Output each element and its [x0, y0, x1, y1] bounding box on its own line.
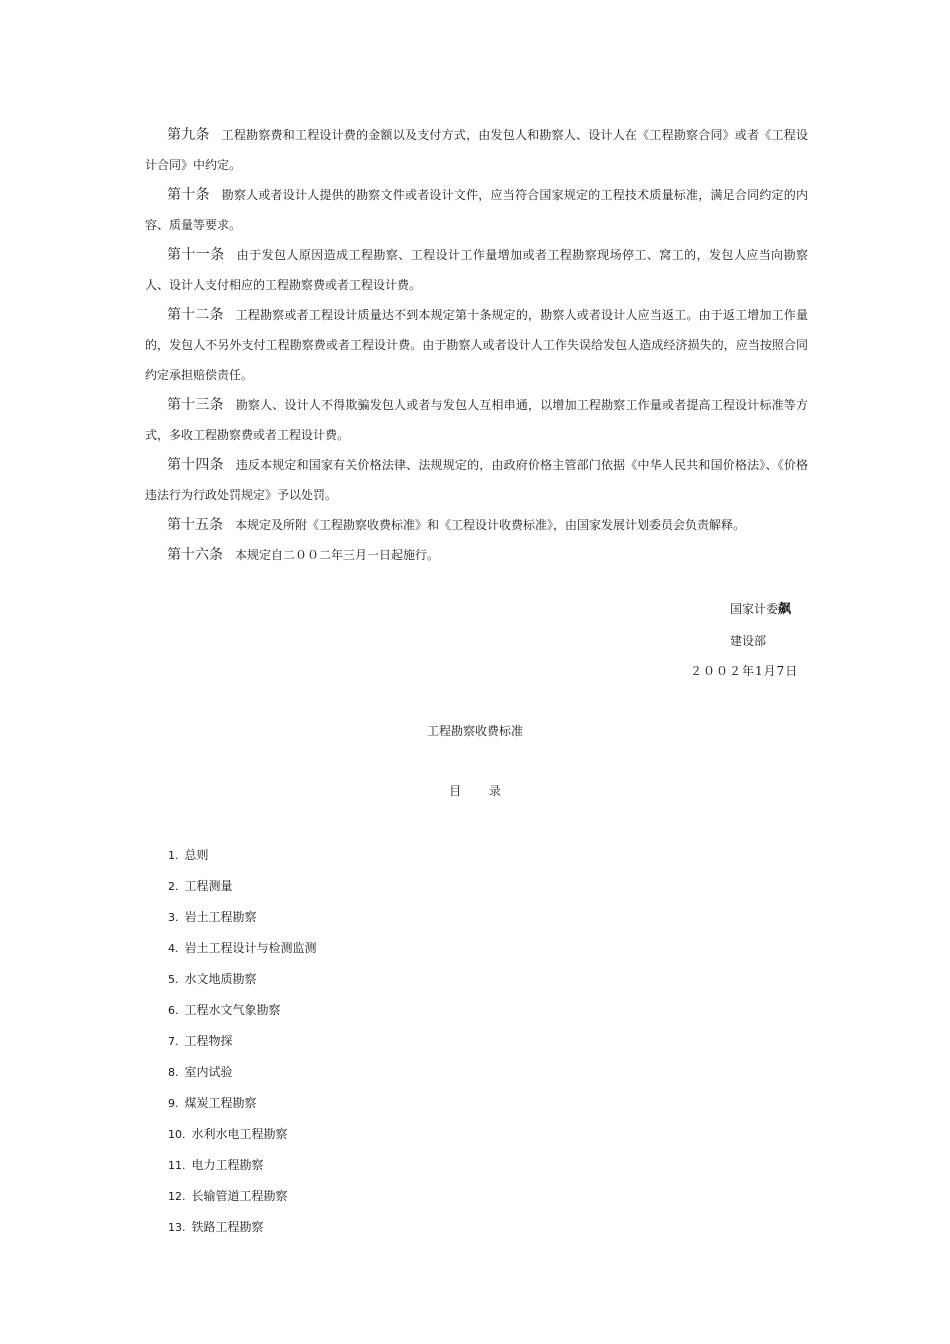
article-number: 第十条: [167, 187, 210, 203]
signature-org-planning-commission: [730, 599, 791, 620]
article-15: [145, 510, 808, 540]
article-text: 勘察人或者设计人提供的勘察文件或者设计文件，应当符合国家规定的工程技术质量标准，满足合同约定的内容、质量等要求。: [145, 188, 809, 232]
toc-number: 6.: [168, 1004, 179, 1017]
toc-item: [168, 1181, 317, 1212]
toc-item: [168, 933, 317, 964]
toc-label: 岩土工程设计与检测监测: [184, 941, 317, 955]
article-text: 由于发包人原因造成工程勘察、工程设计工作量增加或者工程勘察现场停工、窝工的，发包人应当向勘察人、设计人支付相应的工程勘察费或者工程设计费。: [145, 248, 808, 292]
toc-number: 8.: [168, 1066, 179, 1079]
signature-date: ２００２年1月7日: [690, 664, 799, 678]
toc-label: 电力工程勘察: [191, 1158, 264, 1172]
toc-number: 11.: [168, 1159, 186, 1172]
article-12: [145, 300, 808, 390]
article-13: [145, 390, 808, 450]
article-11: [145, 240, 808, 300]
article-text: 勘察人、设计人不得欺骗发包人或者与发包人互相串通，以增加工程勘察工作量或者提高工程设计标准等方式，多收工程勘察费或者工程设计费。: [145, 398, 808, 442]
toc-label: 水利水电工程勘察: [191, 1127, 288, 1141]
article-text: 工程勘察或者工程设计质量达不到本规定第十条规定的，勘察人或者设计人应当返工。由于返工增加工作量的，发包人不另外支付工程勘察费或者工程设计费。由于勘察人或者设计人工作失误给发包人造成经济损失的，应当按照合同约定承担赔偿责任。: [145, 308, 808, 382]
toc-number: 2.: [168, 880, 179, 893]
document-title: 工程勘察收费标准: [426, 724, 523, 738]
toc-item: [168, 1150, 317, 1181]
toc-label: 工程测量: [184, 879, 233, 893]
toc-item: [168, 1212, 317, 1243]
toc-number: 5.: [168, 973, 179, 986]
toc-title: 目 录: [449, 784, 513, 798]
seal-mark: 飙: [778, 602, 792, 617]
toc-label: 煤炭工程勘察: [184, 1096, 257, 1110]
toc-item: [168, 995, 317, 1026]
toc-item: [168, 1057, 317, 1088]
article-10: [145, 180, 808, 240]
toc-item: [168, 840, 317, 871]
toc-item: [168, 902, 317, 933]
article-14: [145, 450, 808, 510]
article-text: 本规定自二００二年三月一日起施行。: [235, 548, 440, 562]
toc-label: 工程物探: [184, 1034, 233, 1048]
toc-number: 12.: [168, 1190, 186, 1203]
article-9: [145, 120, 808, 180]
articles-section: [145, 120, 808, 570]
article-text: 工程勘察费和工程设计费的金额以及支付方式，由发包人和勘察人、设计人在《工程勘察合同》或者《工程设计合同》中约定。: [145, 128, 809, 172]
toc-item: [168, 1026, 317, 1057]
toc-label: 水文地质勘察: [184, 972, 257, 986]
table-of-contents: [168, 840, 317, 1243]
toc-label: 工程水文气象勘察: [184, 1003, 281, 1017]
article-number: 第十五条: [167, 517, 223, 533]
toc-label: 岩土工程勘察: [184, 910, 257, 924]
article-text: 本规定及所附《工程勘察收费标准》和《工程设计收费标准》，由国家发展计划委员会负责解释。: [235, 518, 746, 532]
toc-number: 7.: [168, 1035, 179, 1048]
signature-org-construction-ministry: 建设部: [730, 634, 767, 648]
article-number: 第十三条: [167, 397, 224, 413]
toc-label: 总则: [184, 848, 209, 862]
toc-label: 长输管道工程勘察: [191, 1189, 288, 1203]
toc-number: 4.: [168, 942, 179, 955]
article-number: 第九条: [167, 127, 210, 143]
toc-item: [168, 1119, 317, 1150]
toc-label: 室内试验: [184, 1065, 233, 1079]
toc-number: 10.: [168, 1128, 186, 1141]
toc-number: 3.: [168, 911, 179, 924]
article-number: 第十一条: [167, 247, 225, 263]
article-number: 第十二条: [167, 307, 224, 323]
org-name: 国家计委: [730, 602, 779, 616]
toc-number: 9.: [168, 1097, 179, 1110]
toc-number: 1.: [168, 849, 179, 862]
toc-label: 铁路工程勘察: [191, 1220, 264, 1234]
toc-number: 13.: [168, 1221, 186, 1234]
article-text: 违反本规定和国家有关价格法律、法规规定的，由政府价格主管部门依据《中华人民共和国价格法》、《价格违法行为行政处罚规定》予以处罚。: [145, 458, 809, 502]
article-number: 第十六条: [167, 547, 223, 563]
toc-item: [168, 964, 317, 995]
toc-item: [168, 871, 317, 902]
toc-item: [168, 1088, 317, 1119]
article-16: [145, 540, 808, 570]
article-number: 第十四条: [167, 457, 224, 473]
